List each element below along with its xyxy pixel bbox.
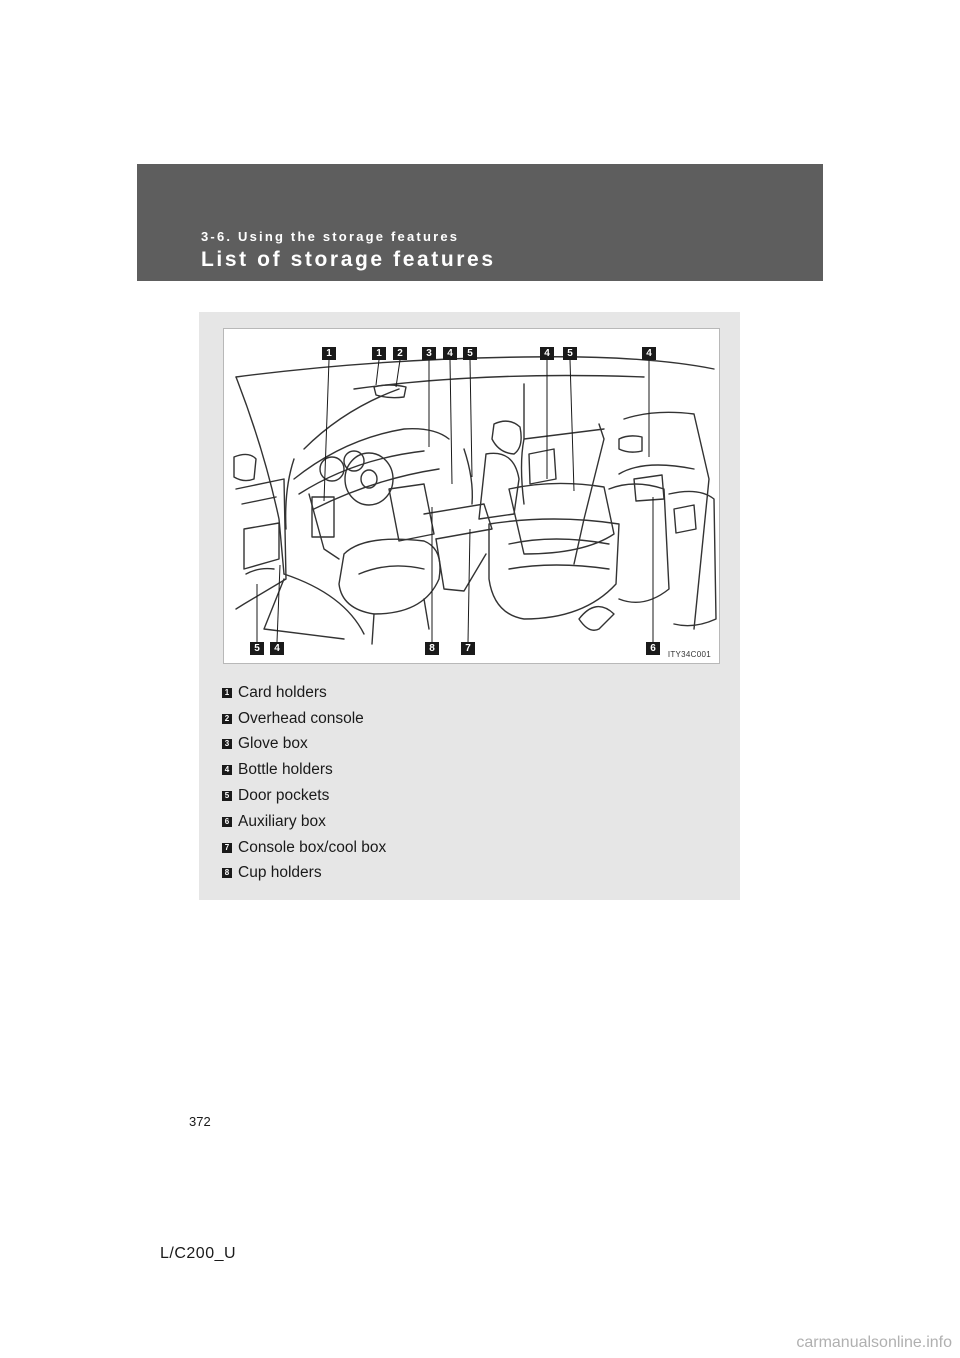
legend-label: Door pockets: [238, 787, 330, 805]
figure-id: ITY34C001: [667, 650, 711, 659]
legend-label: Auxiliary box: [238, 812, 326, 830]
callout-marker: 5: [563, 347, 577, 360]
callout-marker: 6: [646, 642, 660, 655]
legend-item: [222, 732, 386, 758]
watermark: carmanualsonline.info: [796, 1334, 952, 1351]
callout-marker: 5: [250, 642, 264, 655]
callout-marker: 7: [461, 642, 475, 655]
callout-marker: 1: [372, 347, 386, 360]
legend-number: 8: [222, 868, 232, 878]
legend-number: 7: [222, 843, 232, 853]
legend-item: [222, 809, 386, 835]
section-header: [137, 164, 823, 281]
vehicle-interior-illustration: [224, 329, 720, 664]
legend-label: Cup holders: [238, 864, 322, 882]
legend-label: Overhead console: [238, 709, 364, 727]
document-code: L/C200_U: [160, 1245, 237, 1262]
content-panel: [199, 312, 740, 900]
callout-marker: 4: [540, 347, 554, 360]
legend-label: Card holders: [238, 683, 327, 701]
callout-marker: 4: [642, 347, 656, 360]
legend-number: 4: [222, 765, 232, 775]
legend-label: Bottle holders: [238, 761, 333, 779]
callout-marker: 2: [393, 347, 407, 360]
legend-number: 3: [222, 739, 232, 749]
legend-number: 1: [222, 688, 232, 698]
page-number: 372: [189, 1114, 211, 1129]
legend-label: Glove box: [238, 735, 308, 753]
legend-item: [222, 706, 386, 732]
legend-item: [222, 835, 386, 861]
storage-legend: [222, 680, 386, 886]
callout-marker: 1: [322, 347, 336, 360]
legend-item: [222, 861, 386, 887]
legend-item: [222, 783, 386, 809]
page-title: List of storage features: [201, 248, 496, 271]
legend-label: Console box/cool box: [238, 838, 387, 856]
section-label: 3-6. Using the storage features: [201, 229, 460, 244]
vehicle-interior-figure: [223, 328, 720, 664]
callout-marker: 4: [270, 642, 284, 655]
callout-marker: 8: [425, 642, 439, 655]
legend-number: 5: [222, 791, 232, 801]
legend-item: [222, 757, 386, 783]
callout-marker: 5: [463, 347, 477, 360]
callout-marker: 3: [422, 347, 436, 360]
legend-item: [222, 680, 386, 706]
callout-marker: 4: [443, 347, 457, 360]
legend-number: 2: [222, 714, 232, 724]
legend-number: 6: [222, 817, 232, 827]
